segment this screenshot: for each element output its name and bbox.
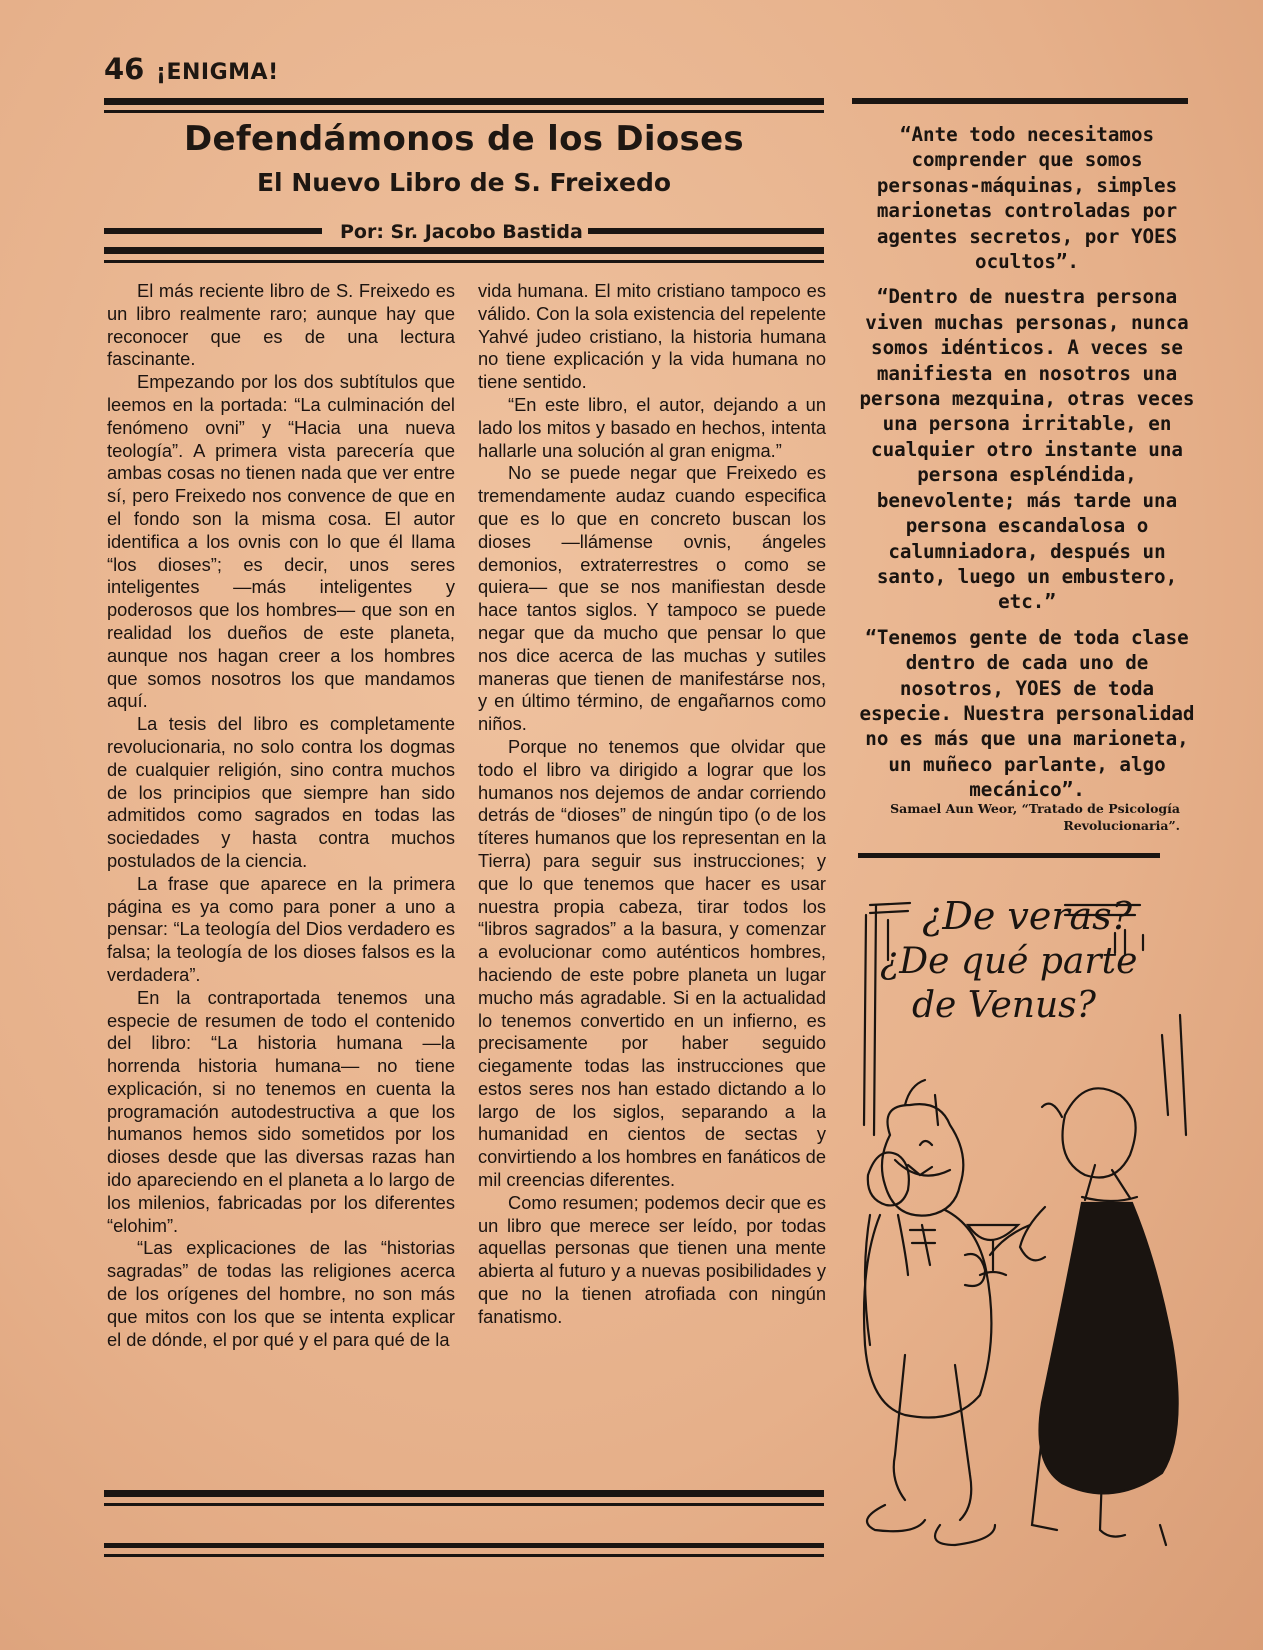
article-column-2 bbox=[478, 280, 826, 1329]
paragraph: Porque no tenemos que olvidar que todo el libro va dirigido a lograr que los humanos nos dejemos de andar corriendo detrás de “dioses” de ningún tipo (o de los títeres humanos que los representan en la Tierra) para seguir sus instrucciones; y que lo que tenemos que hacer es usar nuestra propia cabeza, tirar todos los “libros sagrados” a la basura, y comenzar a evolucionar como auténticos hombres, haciendo de este pobre planeta un lugar mucho más agradable. Si en la actualidad lo tenemos convertido en un infierno, es precisamente por haber seguido ciegamente todas las instrucciones que estos seres nos han estado dictando a lo largo de los siglos, separando a la humanidad en cientos de sectas y convirtiendo a los hombres en fanáticos de mil creencias diferentes. bbox=[478, 735, 826, 1191]
rule-bottom-2 bbox=[104, 1503, 824, 1506]
sidebar-rule-top bbox=[852, 98, 1188, 104]
rule-bottom-4 bbox=[104, 1554, 824, 1557]
paragraph: “En este libro, el autor, dejando a un lado los mitos y basado en hechos, intenta hallarle una solución al gran enigma.” bbox=[478, 393, 826, 461]
rule-below-byline-2 bbox=[104, 260, 824, 263]
quote: “Tenemos gente de toda clase dentro de cada uno de nosotros, YOES de toda especie. Nuestra personalidad no es más que una marioneta, un muñeco parlante, algo mecánico”. bbox=[859, 625, 1195, 802]
attribution-line: Samael Aun Weor, “Tratado de Psicología bbox=[890, 801, 1180, 816]
sidebar-quotes bbox=[858, 122, 1196, 813]
paragraph: La frase que aparece en la primera página es ya como para poner a uno a pensar: “La teología del Dios verdadero es falsa; la teología de los dioses falsos es la verdadera”. bbox=[107, 872, 455, 985]
page-number: 46 bbox=[104, 52, 145, 86]
attribution-line: Revolucionaria”. bbox=[1063, 818, 1180, 833]
byline-rule-right bbox=[588, 228, 824, 234]
article-title: Defendámonos de los Dioses bbox=[184, 119, 744, 159]
article-column-1 bbox=[107, 280, 455, 1351]
paragraph: “Las explicaciones de las “historias sagradas” de todas las religiones acerca de los orígenes del hombre, no son más que mitos con los que se intenta explicar el de dónde, el por qué y el para qué de la bbox=[107, 1237, 455, 1350]
cartoon-illustration bbox=[850, 885, 1200, 1575]
rule-bottom-1 bbox=[104, 1490, 824, 1497]
article-subtitle: El Nuevo Libro de S. Freixedo bbox=[256, 168, 672, 197]
paragraph: vida humana. El mito cristiano tampoco es válido. Con la sola existencia del repelente Yahvé judeo cristiano, la historia humana no tiene explicación y la vida humana no tiene sentido. bbox=[478, 280, 826, 393]
rule-top-thin bbox=[104, 110, 824, 113]
cartoon-speech-line-1: ¿De veras? bbox=[922, 894, 1133, 938]
rule-top-thick bbox=[104, 98, 824, 105]
rule-bottom-3 bbox=[104, 1543, 824, 1548]
cartoon-speech-line-2: ¿De qué parte bbox=[880, 941, 1138, 982]
quote-attribution bbox=[858, 800, 1180, 834]
quote: “Ante todo necesitamos comprender que somos personas-máquinas, simples marionetas controladas por agentes secretos, por YOES ocultos”. bbox=[876, 123, 1178, 274]
quote: “Dentro de nuestra persona viven muchas personas, nunca somos idénticos. A veces se manifiesta en nosotros una persona mezquina, otras veces una persona irritable, en cualquier otro instante una persona espléndida, benevolente; más tarde una persona escandalosa o calumniadora, después un santo, luego un embustero, etc.” bbox=[859, 285, 1195, 614]
paragraph: Como resumen; podemos decir que es un libro que merece ser leído, por todas aquellas personas que tienen una mente abierta al futuro y a nuevas posibilidades y que no la tienen atrofiada con ningún fanatismo. bbox=[478, 1191, 826, 1327]
rule-below-byline-1 bbox=[104, 247, 824, 254]
byline: Por: Sr. Jacobo Bastida bbox=[340, 221, 583, 243]
magazine-name: ¡ENIGMA! bbox=[155, 60, 279, 85]
cartoon-speech-line-3: de Venus? bbox=[912, 985, 1096, 1026]
page-header bbox=[104, 52, 279, 86]
sidebar-rule-mid bbox=[858, 853, 1160, 858]
paragraph: No se puede negar que Freixedo es tremendamente audaz cuando especifica que es lo que en concreto buscan los dioses —llámense ovnis, ángeles demonios, extraterrestres o como se quiera— que se nos manifiestan desde hace tantos siglos. Y tampoco se puede negar que da mucho que pensar lo que nos dice acerca de las muchas y sutiles maneras que tienen de manifestárse nos, y en último término, de engañarnos como niños. bbox=[478, 462, 826, 735]
paragraph: La tesis del libro es completamente revolucionaria, no solo contra los dogmas de cualquier religión, sino contra muchos de los principios que siempre han sido admitidos como sagrados en todas las sociedades y hasta contra muchos postulados de la ciencia. bbox=[107, 713, 455, 871]
paragraph: El más reciente libro de S. Freixedo es un libro realmente raro; aunque hay que reconocer que es de una lectura fascinante. bbox=[107, 280, 455, 370]
paragraph: En la contraportada tenemos una especie de resumen de todo el contenido del libro: “La historia humana —la horrenda historia humana— no tiene explicación, si no tenemos en cuenta la programación autodestructiva a que los humanos hemos sido sometidos por los dioses desde que las diversas razas han ido apareciendo en el planeta a lo largo de los milenios, fabricadas por los diferentes “elohim”. bbox=[107, 986, 455, 1236]
paragraph: Empezando por los dos subtítulos que leemos en la portada: “La culminación del fenómeno ovni” y “Hacia una nueva teología”. A primera vista parecería que ambas cosas no tienen nada que ver entre sí, pero Freixedo nos convence de que en el fondo son la misma cosa. El autor identifica a los ovnis con lo que él llama “los dioses”; es decir, unos seres inteligentes —más inteligentes y poderosos que los hombres— que son en realidad los dueños de este planeta, aunque nos hagan creer a los hombres que somos nosotros los que mandamos aquí. bbox=[107, 371, 455, 712]
byline-rule-left bbox=[104, 228, 322, 234]
